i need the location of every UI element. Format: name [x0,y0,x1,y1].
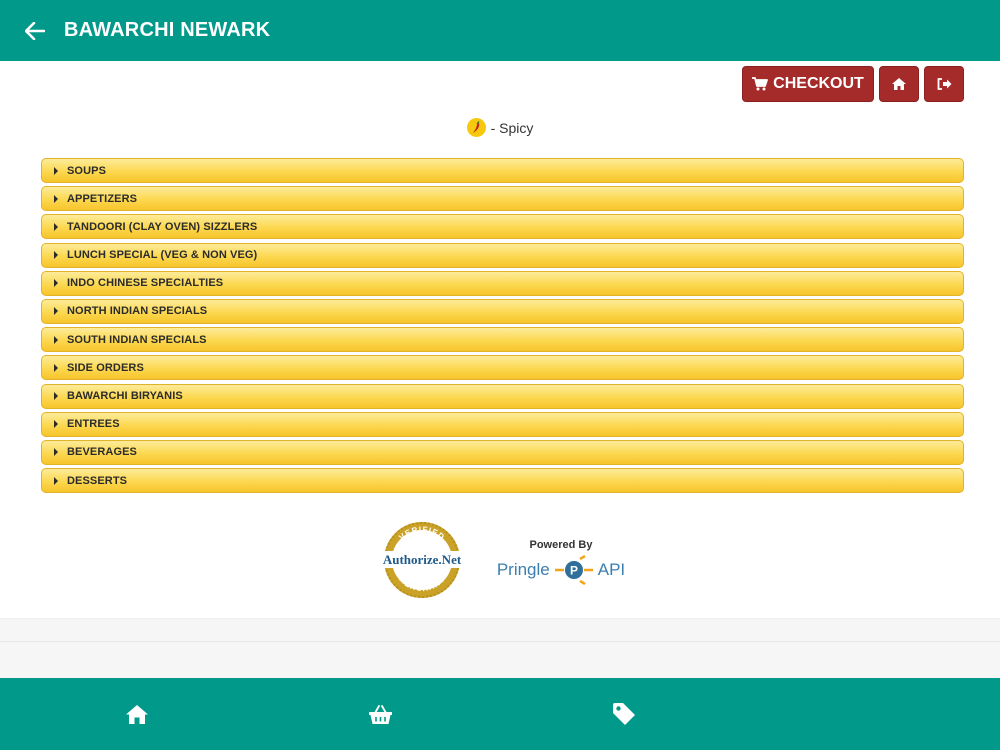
logout-button[interactable] [924,66,964,102]
menu-category-label: SOUTH INDIAN SPECIALS [67,333,207,346]
menu-category-item[interactable] [41,271,964,296]
app-header [0,0,1000,61]
pringle-brand: Pringle [496,560,550,579]
menu-category-label: BEVERAGES [67,446,137,459]
menu-category-label: BAWARCHI BIRYANIS [67,390,183,402]
menu-category-item[interactable] [41,327,964,352]
footer-spacer [0,618,1000,678]
menu-category-item[interactable] [41,186,964,211]
spicy-legend [0,118,1000,137]
back-button[interactable] [0,0,64,61]
sign-out-icon [937,78,952,90]
cart-icon [752,77,768,91]
menu-category-list [41,158,964,496]
menu-category-item[interactable] [41,440,964,465]
powered-by-caption: Powered By [529,539,593,551]
bottom-nav-offers[interactable] [612,702,636,726]
menu-category-item[interactable] [41,243,964,268]
menu-category-label: LUNCH SPECIAL (VEG & NON VEG) [67,249,258,262]
menu-category-item[interactable] [41,355,964,380]
caret-right-icon [54,392,58,400]
tag-icon [613,703,635,725]
home-icon [892,78,906,90]
partner-badges [0,520,1000,600]
menu-category-label: DESSERTS [67,474,128,487]
menu-category-label: APPETIZERS [67,192,138,205]
menu-category-label: INDO CHINESE SPECIALTIES [67,277,224,290]
chili-pepper-icon [467,118,486,137]
pringle-p-mark-icon [554,555,594,585]
menu-category-label: NORTH INDIAN SPECIALS [67,305,208,318]
home-button[interactable] [879,66,919,102]
seal-bottom-text: MERCHANT [396,574,447,594]
caret-right-icon [54,279,58,287]
pringle-api-suffix: API [597,560,626,579]
bottom-nav-home[interactable] [125,702,149,726]
checkout-label: CHECKOUT [773,75,864,92]
powered-by-pringle [497,535,625,585]
caret-right-icon [54,420,58,428]
arrow-left-icon [25,22,45,40]
caret-right-icon [54,477,58,485]
caret-right-icon [54,307,58,315]
authorize-net-verified-seal [375,520,469,600]
menu-category-item[interactable] [41,299,964,324]
menu-category-item[interactable] [41,214,964,239]
pringle-api-logo [497,555,625,585]
footer-divider [0,641,1000,642]
seal-brand-text: Authorize.Net [382,552,461,567]
caret-right-icon [54,336,58,344]
action-toolbar [742,66,964,102]
caret-right-icon [54,167,58,175]
menu-category-label: SOUPS [67,164,107,177]
menu-category-item[interactable] [41,158,964,183]
menu-category-label: SIDE ORDERS [67,361,144,374]
caret-right-icon [54,195,58,203]
home-icon [126,705,148,724]
caret-right-icon [54,448,58,456]
menu-category-label: ENTREES [67,418,120,431]
seal-top-text: VERIFIED [397,524,447,542]
bottom-nav [0,678,1000,750]
menu-category-item[interactable] [41,412,964,437]
caret-right-icon [54,364,58,372]
menu-category-item[interactable] [41,384,964,409]
menu-category-label: TANDOORI (CLAY OVEN) SIZZLERS [67,220,258,233]
caret-right-icon [54,223,58,231]
menu-category-item[interactable] [41,468,964,493]
caret-right-icon [54,251,58,259]
page-title: BAWARCHI NEWARK [64,19,271,41]
legend-text: - Spicy [490,119,534,136]
checkout-button[interactable] [742,66,874,102]
basket-icon [369,705,392,724]
pringle-mark-letter: P [569,563,578,578]
bottom-nav-basket[interactable] [368,702,392,726]
